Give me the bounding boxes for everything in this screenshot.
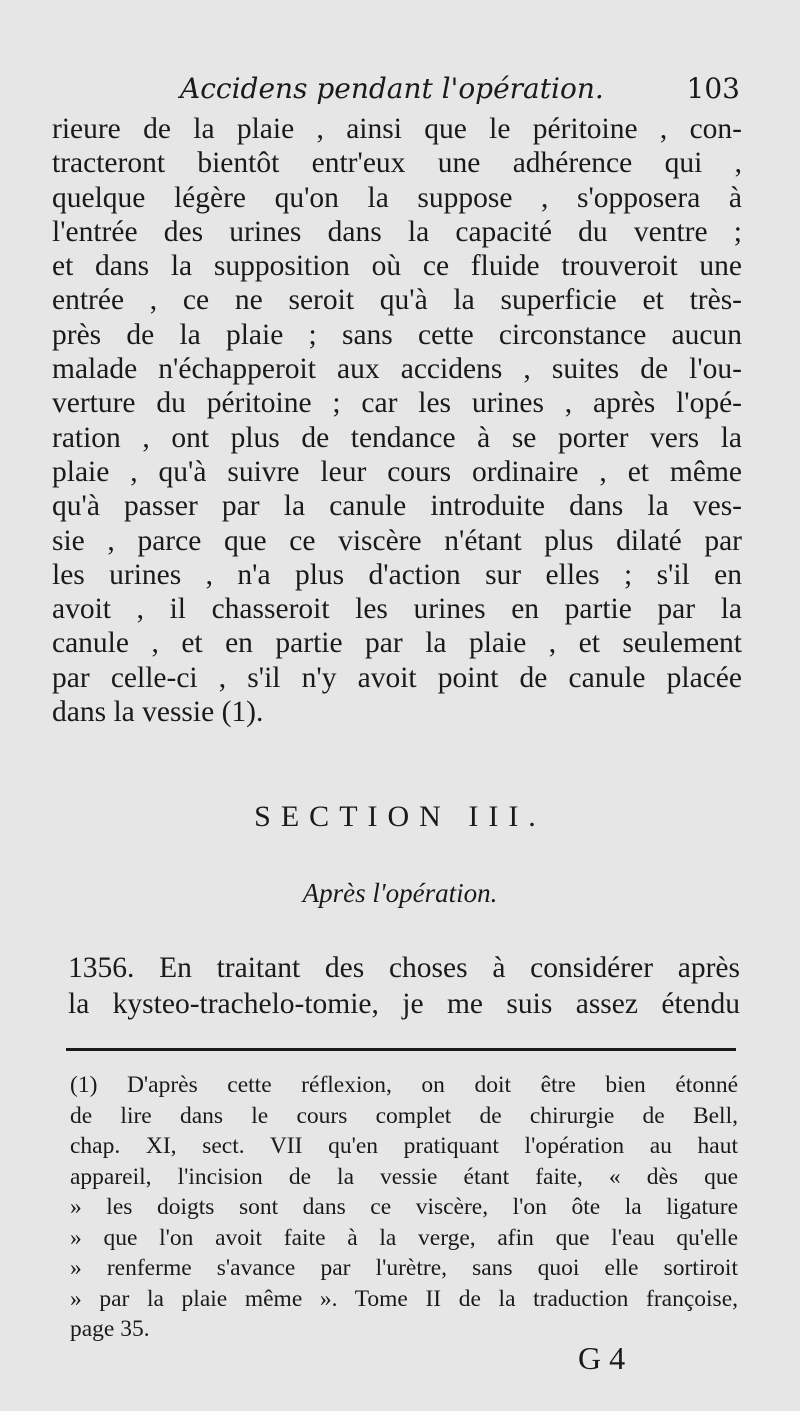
text-line: sie , parce que ce viscère n'étant plus dilaté par: [52, 524, 742, 557]
footnote-line: » renferme s'avance par l'urètre, sans quoi elle sortiroit: [70, 1255, 738, 1281]
footnote: [70, 1070, 738, 1345]
footnote-line: » par la plaie même ». Tome II de la traduction françoise,: [70, 1285, 738, 1312]
footnote-line: chap. XI, sect. VII qu'en pratiquant l'opération au haut: [70, 1133, 738, 1159]
footnote-line: (1) D'après cette réflexion, on doit être bien étonné: [70, 1072, 738, 1098]
text-line: tracteront bientôt entr'eux une adhérence qui ,: [52, 147, 742, 180]
section-heading: SECTION III.: [254, 800, 546, 833]
text-line: près de la plaie ; sans cette circonstance aucun: [52, 318, 742, 351]
text-line: ration , ont plus de tendance à se porter vers la: [52, 421, 742, 454]
text-line: quelque légère qu'on la suppose , s'opposera à: [52, 181, 742, 214]
text-line: entrée , ce ne seroit qu'à la superficie et très-: [52, 284, 742, 317]
text-line: les urines , n'a plus d'action sur elles ; s'il en: [52, 558, 742, 591]
main-paragraph: [52, 112, 742, 729]
text-line: l'entrée des urines dans la capacité du ventre ;: [52, 215, 742, 248]
footnote-line: appareil, l'incision de la vessie étant faite, « dès que: [70, 1163, 738, 1190]
footnote-line: de lire dans le cours complet de chirurgie de Bell,: [70, 1102, 738, 1129]
text-line: dans la vessie (1).: [52, 696, 264, 729]
text-line: la kysteo-trachelo-tomie, je me suis assez étendu: [68, 988, 740, 1020]
text-line: par celle-ci , s'il n'y avoit point de canule placée: [52, 661, 742, 694]
signature-mark: G 4: [578, 1340, 626, 1376]
text-line: canule , et en partie par la plaie , et seulement: [52, 627, 742, 660]
footnote-divider: [66, 1048, 736, 1051]
text-line: rieure de la plaie , ainsi que le péritoine , con-: [52, 113, 742, 145]
footnote-line: » les doigts sont dans ce viscère, l'on ôte la ligature: [70, 1194, 738, 1220]
text-line: et dans la supposition où ce fluide trouveroit une: [52, 250, 742, 283]
footnote-line: » que l'on avoit faite à la verge, afin que l'eau qu'elle: [70, 1224, 738, 1251]
footnote-line: page 35.: [70, 1316, 150, 1342]
text-line: 1356. En traitant des choses à considérer après: [68, 952, 740, 984]
text-line: verture du péritoine ; car les urines , après l'opé-: [52, 387, 742, 420]
text-line: qu'à passer par la canule introduite dans la ves-: [52, 490, 742, 523]
text-line: plaie , qu'à suivre leur cours ordinaire , et même: [52, 455, 742, 488]
section-subtitle: Après l'opération.: [302, 878, 498, 908]
page-number: 103: [686, 72, 740, 105]
text-line: avoit , il chasseroit les urines en partie par la: [52, 593, 742, 626]
running-title: Accidens pendant l'opération.: [180, 72, 604, 105]
text-line: malade n'échapperoit aux accidens , suites de l'ou-: [52, 353, 742, 386]
section-paragraph: [68, 950, 740, 1022]
